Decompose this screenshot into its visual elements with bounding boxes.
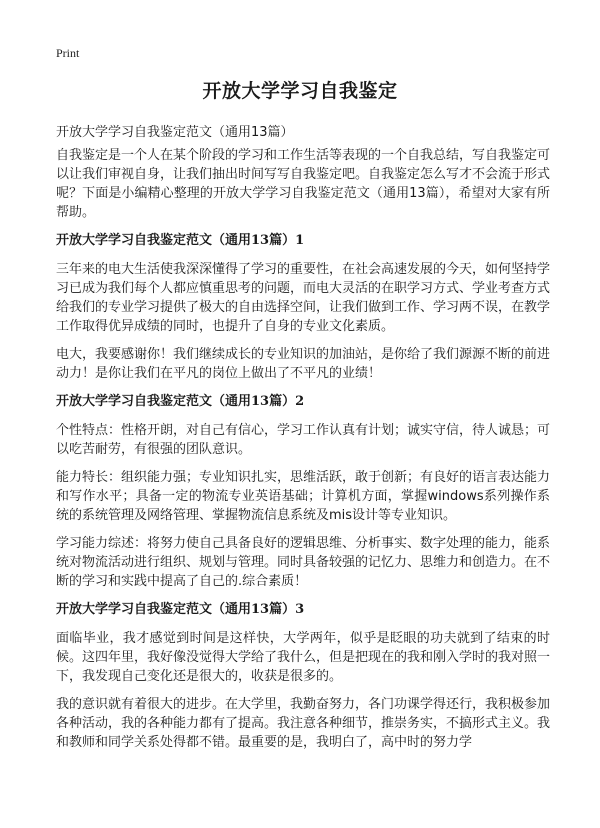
page-subtitle: 开放大学学习自我鉴定范文（通用13篇） <box>56 125 294 140</box>
paragraph: 面临毕业，我才感觉到时间是这样快，大学两年，似乎是眨眼的功夫就到了结束的时候。这四年里，我好像没觉得大学给了我什么，但是把现在的我和刚入学时的我对照一下，我发现自己变化还是很大的，收获是很多的。 <box>56 631 551 684</box>
paragraph: 自我鉴定是一个人在某个阶段的学习和工作生活等表现的一个自我总结，写自我鉴定可以让我们审视自身，让我们抽出时间写写自我鉴定吧。自我鉴定怎么写才不会流于形式呢？下面是小编精心整理的开放大学学习自我鉴定范文（通用13篇），希望对大家有所帮助。 <box>56 148 551 220</box>
paragraph: 我的意识就有着很大的进步。在大学里，我勤奋努力，各门功课学得还行，我积极参加各种活动，我的各种能力都有了提高。我注意各种细节，推崇务实，不搞形式主义。我和教师和同学关系处得都不错。最重要的是，我明白了，高中时的努力学 <box>56 697 551 750</box>
print-link[interactable]: Print <box>56 46 80 60</box>
paragraph: 能力特长：组织能力强；专业知识扎实，思维活跃，敢于创新；有良好的语言表达能力和写作水平；具备一定的物流专业英语基础；计算机方面，掌握windows系列操作系统的系统管理及网络管理、掌握物流信息系统及mis设计等专业知识。 <box>56 470 551 523</box>
section-heading: 开放大学学习自我鉴定范文（通用13篇）3 <box>56 602 305 617</box>
paragraph: 个性特点：性格开朗，对自己有信心，学习工作认真有计划；诚实守信，待人诚恳；可以吃苦耐劳，有很强的团队意识。 <box>56 423 551 457</box>
section-heading: 开放大学学习自我鉴定范文（通用13篇）1 <box>56 233 305 248</box>
paragraph: 学习能力综述：将努力使自己具备良好的逻辑思维、分析事实、数字处理的能力，能系统对物流活动进行组织、规划与管理。同时具备较强的记忆力、思维力和创造力。在不断的学习和实践中提高了自己的.综合素质！ <box>56 536 551 589</box>
page-title: 开放大学学习自我鉴定 <box>202 80 398 102</box>
paragraph: 电大，我要感谢你！我们继续成长的专业知识的加油站，是你给了我们源源不断的前进动力！是你让我们在平凡的岗位上做出了不平凡的业绩！ <box>56 347 551 381</box>
section-heading: 开放大学学习自我鉴定范文（通用13篇）2 <box>56 394 305 409</box>
article-body <box>56 146 550 761</box>
paragraph: 三年来的电大生活使我深深懂得了学习的重要性，在社会高速发展的今天，如何坚持学习已成为我们每个人都应慎重思考的问题，而电大灵活的在职学习方式、学业考查方式给我们的专业学习提供了极大的自由选择空间，让我们做到工作、学习两不误，在教学工作取得优异成绩的同时，也提升了自身的专业文化素质。 <box>56 262 551 334</box>
